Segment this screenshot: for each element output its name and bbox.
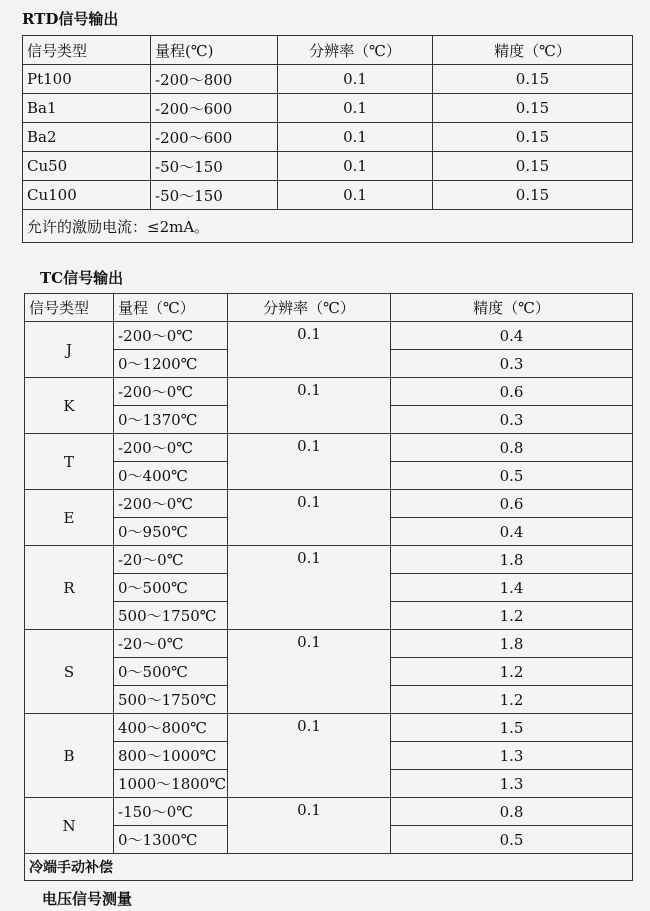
rtd-header-type: 信号类型 — [23, 36, 151, 65]
rtd-cell-accuracy: 0.15 — [433, 123, 633, 152]
tc-cell-range: -200～0℃ — [114, 322, 228, 350]
tc-cell-resolution: 0.1 — [228, 322, 391, 378]
tc-cell-type: K — [25, 378, 114, 434]
rtd-cell-resolution: 0.1 — [278, 65, 433, 94]
tc-cell-range: -20～0℃ — [114, 546, 228, 574]
rtd-row — [23, 152, 633, 181]
tc-cell-range: 0～950℃ — [114, 518, 228, 546]
tc-cell-range: 800～1000℃ — [114, 742, 228, 770]
tc-row — [25, 434, 633, 462]
tc-cell-accuracy: 0.3 — [391, 350, 633, 378]
tc-cell-type: B — [25, 714, 114, 798]
tc-cell-accuracy: 0.3 — [391, 406, 633, 434]
rtd-cell-type: Cu100 — [23, 181, 151, 210]
rtd-table — [22, 35, 633, 243]
tc-cell-range: -200～0℃ — [114, 490, 228, 518]
tc-cell-accuracy: 0.4 — [391, 518, 633, 546]
rtd-cell-range: -50～150 — [151, 152, 278, 181]
rtd-note: 允许的激励电流：≤2mA。 — [23, 210, 633, 243]
tc-cell-range: 0～500℃ — [114, 658, 228, 686]
tc-cell-resolution: 0.1 — [228, 714, 391, 798]
tc-cell-accuracy: 1.3 — [391, 770, 633, 798]
tc-cell-type: N — [25, 798, 114, 854]
rtd-header-row — [23, 36, 633, 65]
tc-cell-range: -200～0℃ — [114, 378, 228, 406]
rtd-cell-resolution: 0.1 — [278, 94, 433, 123]
tc-cell-accuracy: 1.3 — [391, 742, 633, 770]
tc-header-accuracy: 精度（℃） — [391, 294, 633, 322]
rtd-row — [23, 94, 633, 123]
tc-cell-type: J — [25, 322, 114, 378]
tc-cell-accuracy: 1.8 — [391, 630, 633, 658]
tc-cell-accuracy: 0.5 — [391, 826, 633, 854]
tc-cell-type: T — [25, 434, 114, 490]
tc-cell-type: E — [25, 490, 114, 546]
rtd-section-title: RTD信号输出 — [22, 10, 119, 28]
rtd-row — [23, 181, 633, 210]
tc-cell-range: 1000～1800℃ — [114, 770, 228, 798]
tc-row — [25, 490, 633, 518]
tc-cell-range: -150～0℃ — [114, 798, 228, 826]
tc-cell-accuracy: 1.5 — [391, 714, 633, 742]
rtd-cell-accuracy: 0.15 — [433, 94, 633, 123]
tc-cell-accuracy: 1.4 — [391, 574, 633, 602]
rtd-cell-accuracy: 0.15 — [433, 152, 633, 181]
tc-cell-range: -200～0℃ — [114, 434, 228, 462]
tc-header-row — [25, 294, 633, 322]
tc-cell-type: R — [25, 546, 114, 630]
tc-cell-accuracy: 0.6 — [391, 378, 633, 406]
rtd-header-range: 量程(℃) — [151, 36, 278, 65]
tc-cell-accuracy: 1.2 — [391, 602, 633, 630]
tc-cell-range: 0～1370℃ — [114, 406, 228, 434]
tc-cell-range: 500～1750℃ — [114, 602, 228, 630]
tc-cell-resolution: 0.1 — [228, 434, 391, 490]
tc-cell-range: 400～800℃ — [114, 714, 228, 742]
tc-cell-resolution: 0.1 — [228, 630, 391, 714]
tc-row — [25, 322, 633, 350]
tc-row — [25, 378, 633, 406]
rtd-cell-range: -200～600 — [151, 94, 278, 123]
tc-cell-resolution: 0.1 — [228, 798, 391, 854]
tc-cell-range: 0～1200℃ — [114, 350, 228, 378]
tc-note-row — [25, 854, 633, 881]
rtd-header-resolution: 分辨率（℃） — [278, 36, 433, 65]
rtd-cell-resolution: 0.1 — [278, 181, 433, 210]
tc-cell-accuracy: 1.2 — [391, 686, 633, 714]
tc-cell-resolution: 0.1 — [228, 378, 391, 434]
rtd-cell-range: -200～600 — [151, 123, 278, 152]
tc-cell-accuracy: 0.5 — [391, 462, 633, 490]
rtd-cell-type: Pt100 — [23, 65, 151, 94]
rtd-cell-type: Ba2 — [23, 123, 151, 152]
tc-row — [25, 798, 633, 826]
tc-cell-type: S — [25, 630, 114, 714]
rtd-row — [23, 65, 633, 94]
tc-cell-accuracy: 1.8 — [391, 546, 633, 574]
tc-row — [25, 630, 633, 658]
tc-cell-accuracy: 0.8 — [391, 434, 633, 462]
rtd-cell-accuracy: 0.15 — [433, 181, 633, 210]
rtd-cell-accuracy: 0.15 — [433, 65, 633, 94]
tc-cell-resolution: 0.1 — [228, 546, 391, 630]
tc-header-resolution: 分辨率（℃） — [228, 294, 391, 322]
tc-table — [24, 293, 633, 881]
rtd-note-row — [23, 210, 633, 243]
rtd-header-accuracy: 精度（℃） — [433, 36, 633, 65]
tc-note: 冷端手动补偿 — [25, 854, 633, 881]
voltage-section-title: 电压信号测量 — [42, 890, 133, 908]
tc-header-range: 量程（℃） — [114, 294, 228, 322]
tc-cell-range: 0～400℃ — [114, 462, 228, 490]
tc-cell-resolution: 0.1 — [228, 490, 391, 546]
tc-cell-accuracy: 1.2 — [391, 658, 633, 686]
tc-cell-accuracy: 0.6 — [391, 490, 633, 518]
tc-row — [25, 546, 633, 574]
rtd-cell-type: Cu50 — [23, 152, 151, 181]
tc-section-title: TC信号输出 — [40, 269, 124, 287]
rtd-cell-range: -50～150 — [151, 181, 278, 210]
tc-cell-range: -20～0℃ — [114, 630, 228, 658]
rtd-row — [23, 123, 633, 152]
tc-cell-accuracy: 0.4 — [391, 322, 633, 350]
tc-row — [25, 714, 633, 742]
tc-cell-accuracy: 0.8 — [391, 798, 633, 826]
rtd-cell-resolution: 0.1 — [278, 123, 433, 152]
tc-cell-range: 0～1300℃ — [114, 826, 228, 854]
tc-header-type: 信号类型 — [25, 294, 114, 322]
rtd-cell-type: Ba1 — [23, 94, 151, 123]
rtd-cell-range: -200～800 — [151, 65, 278, 94]
tc-cell-range: 0～500℃ — [114, 574, 228, 602]
tc-cell-range: 500～1750℃ — [114, 686, 228, 714]
rtd-cell-resolution: 0.1 — [278, 152, 433, 181]
